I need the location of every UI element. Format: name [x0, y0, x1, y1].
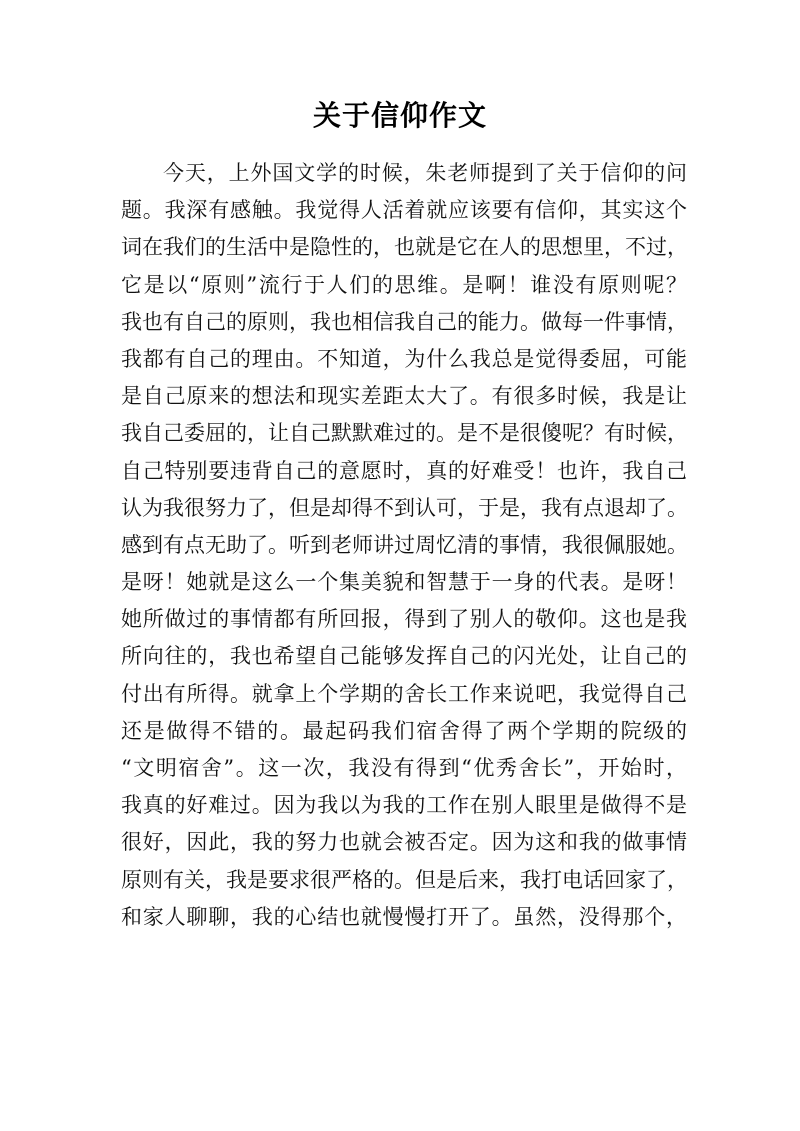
paragraph-line: 是自己原来的想法和现实差距太大了。有很多时候，我是让 — [121, 384, 687, 409]
paragraph-line: 它是以“原则”流行于人们的思维。是啊！谁没有原则呢？ — [121, 272, 687, 297]
paragraph-line: 还是做得不错的。最起码我们宿舍得了两个学期的院级的 — [121, 718, 687, 743]
paragraph-line: 和家人聊聊，我的心结也就慢慢打开了。虽然，没得那个， — [121, 904, 687, 929]
paragraph-line: 所向往的，我也希望自己能够发挥自己的闪光处，让自己的 — [121, 644, 687, 669]
paragraph-line: 认为我很努力了，但是却得不到认可，于是，我有点退却了。 — [121, 495, 688, 520]
paragraph-line: 我真的好难过。因为我以为我的工作在别人眼里是做得不是 — [121, 793, 687, 818]
paragraph-line: 今天，上外国文学的时候，朱老师提到了关于信仰的问 — [163, 161, 687, 185]
document-body — [121, 155, 687, 936]
paragraph-line: “文明宿舍”。这一次，我没有得到“优秀舍长”，开始时， — [121, 756, 687, 780]
paragraph-line: 是呀！她就是这么一个集美貌和智慧于一身的代表。是呀！ — [121, 570, 687, 595]
paragraph-line: 词在我们的生活中是隐性的，也就是它在人的思想里，不过， — [121, 235, 688, 260]
paragraph-line: 感到有点无助了。听到老师讲过周忆清的事情，我很佩服她。 — [121, 532, 688, 557]
paragraph-line: 我都有自己的理由。不知道，为什么我总是觉得委屈，可能 — [121, 346, 687, 371]
paragraph-line: 她所做过的事情都有所回报，得到了别人的敬仰。这也是我 — [121, 607, 687, 632]
paragraph-line: 自己特别要违背自己的意愿时，真的好难受！也许，我自己 — [121, 458, 687, 483]
paragraph-line: 我自己委屈的，让自己默默难过的。是不是很傻呢？有时候， — [121, 421, 688, 446]
paragraph-line: 题。我深有感触。我觉得人活着就应该要有信仰，其实这个 — [121, 198, 687, 223]
paragraph-line: 很好，因此，我的努力也就会被否定。因为这和我的做事情 — [121, 830, 687, 855]
paragraph-line: 我也有自己的原则，我也相信我自己的能力。做每一件事情， — [121, 309, 688, 334]
document-title: 关于信仰作文 — [312, 99, 487, 132]
paragraph-line: 付出有所得。就拿上个学期的舍长工作来说吧，我觉得自己 — [121, 681, 687, 706]
paragraph-line: 原则有关，我是要求很严格的。但是后来，我打电话回家了， — [121, 867, 688, 892]
